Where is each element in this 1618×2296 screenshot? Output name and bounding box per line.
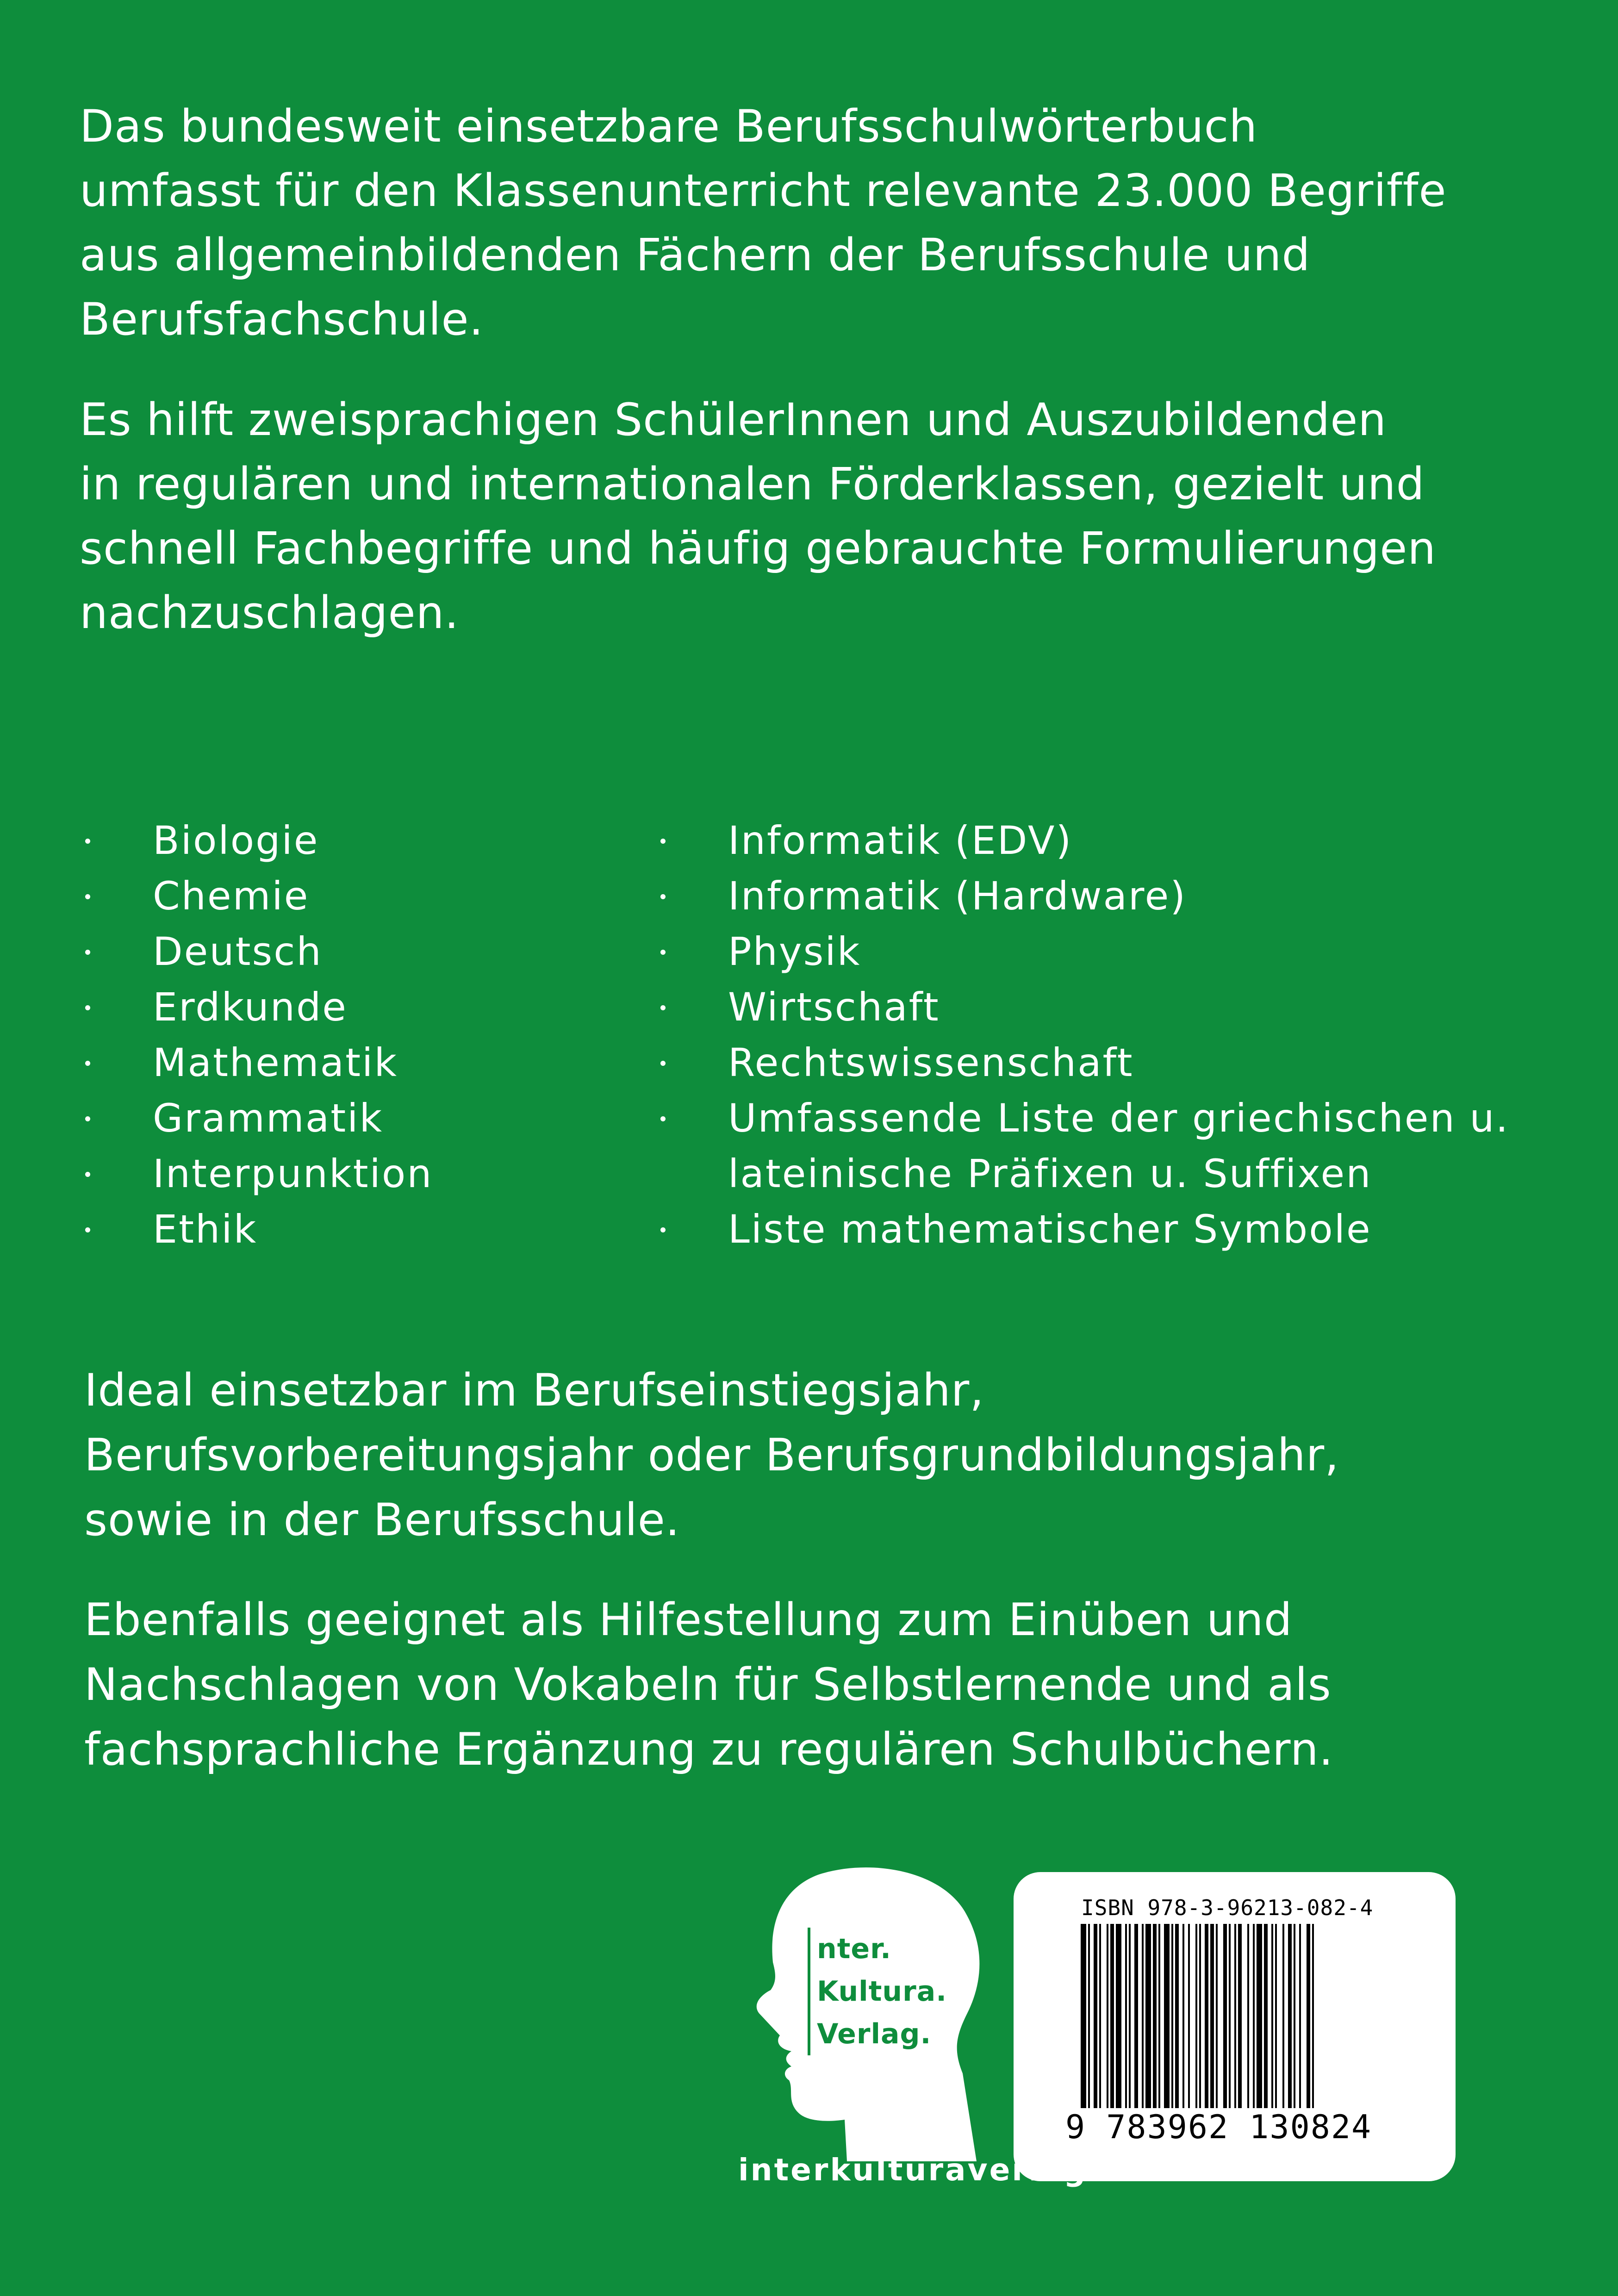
barcode-bar [1099,1924,1101,2114]
subject-item: Ethik [83,1201,616,1257]
usage-line: Ideal einsetzbar im Berufseinstiegsjahr, [84,1364,984,1416]
logo-line: Kultura. [817,1975,947,2008]
barcode-bar [1110,1924,1114,2114]
barcode-bar [1199,1924,1201,2114]
intro-line: umfasst für den Klassenunterricht relevante 23.000 Begriffe [80,165,1447,217]
barcode-bar [1238,1924,1242,2114]
barcode-bar [1142,1924,1144,2114]
logo-line: nter. [817,1933,891,1965]
barcode-bar [1210,1924,1214,2114]
additional-line: fachsprachliche Ergänzung zu regulären Schulbüchern. [84,1724,1334,1775]
subject-item: Biologie [83,813,616,868]
barcode-bar [1134,1924,1138,2114]
barcode-bar [1088,1924,1090,2114]
barcode-bar [1275,1924,1277,2114]
additional-paragraph [84,1587,1565,1782]
barcode-digits: 9 783962 130824 [1065,2108,1374,2146]
barcode-bar [1229,1924,1231,2114]
barcode-bar [1081,1924,1086,2114]
barcode-bar [1195,1924,1197,2114]
barcode-card [1014,1872,1456,2181]
barcode-bar [1271,1924,1273,2114]
publisher-website: interkulturaverlag.de [738,2152,1147,2188]
subject-item: Mathematik [83,1035,616,1090]
usage-line: Berufsvorbereitungsjahr oder Berufsgrundbildungsjahr, [84,1429,1339,1481]
subject-item: Informatik (EDV) [659,813,1584,868]
intro-line: aus allgemeinbildenden Fächern der Berufsschule und [80,229,1311,281]
barcode-bar [1294,1924,1295,2114]
subject-item: Physik [659,924,1584,979]
barcode-bar [1253,1924,1255,2114]
subject-item: Informatik (Hardware) [659,868,1584,924]
subject-list-right [659,813,1584,1257]
barcode-bar [1116,1924,1121,2114]
intro-line: Das bundesweit einsetzbare Berufsschulwörterbuch [80,100,1258,152]
purpose-line: in regulären und internationalen Förderklassen, gezielt und [80,458,1425,510]
barcode-bar [1164,1924,1170,2114]
additional-line: Nachschlagen von Vokabeln für Selbstlernende und als [84,1659,1332,1711]
purpose-line: schnell Fachbegriffe und häufig gebrauchte Formulierungen [80,523,1437,574]
publisher-logo-text [808,1928,947,2055]
barcode-bar [1205,1924,1208,2114]
barcode-bar [1264,1924,1268,2114]
barcode-bar [1188,1924,1190,2114]
barcode-bar [1307,1924,1310,2114]
subject-item: Grammatik [83,1090,616,1146]
barcode-bars [1081,1924,1405,2114]
purpose-paragraph [80,388,1561,645]
subject-item: Erdkunde [83,979,616,1035]
barcode-bar [1234,1924,1236,2114]
additional-line: Ebenfalls geeignet als Hilfestellung zum Einüben und [84,1594,1293,1646]
isbn-label: ISBN 978-3-96213-082-4 [1081,1895,1374,1920]
barcode-bar [1282,1924,1284,2114]
subject-item: Umfassende Liste der griechischen u. [659,1090,1584,1146]
barcode-bar [1129,1924,1131,2114]
barcode-bar [1257,1924,1262,2114]
intro-line: Berufsfachschule. [80,293,484,345]
barcode-bar [1094,1924,1097,2114]
usage-paragraph [84,1358,1565,1552]
subject-item-continuation: lateinische Präfixen u. Suffixen [728,1151,1372,1196]
subject-list-left [83,813,616,1257]
barcode-bar [1125,1924,1127,2114]
barcode-bar [1145,1924,1151,2114]
barcode-bar [1299,1924,1301,2114]
subject-item: Chemie [83,868,616,924]
barcode-bar [1288,1924,1292,2114]
barcode-bar [1153,1924,1157,2114]
barcode-bar [1216,1924,1218,2114]
subject-item: Interpunktion [83,1146,616,1201]
barcode-bar [1223,1924,1227,2114]
purpose-line: nachzuschlagen. [80,587,460,639]
barcode-bar [1247,1924,1249,2114]
purpose-line: Es hilft zweisprachigen SchülerInnen und Auszubildenden [80,394,1387,446]
usage-line: sowie in der Berufsschule. [84,1494,680,1546]
subject-item: Wirtschaft [659,979,1584,1035]
subject-item: Liste mathematischer Symbole [659,1201,1584,1257]
barcode-bar [1158,1924,1160,2114]
subject-item: Rechtswissenschaft [659,1035,1584,1090]
barcode-bar [1175,1924,1179,2114]
barcode-bar [1107,1924,1108,2114]
barcode-bar [1312,1924,1314,2114]
logo-line: Verlag. [817,2018,932,2050]
intro-paragraph [80,94,1561,352]
barcode-bar [1171,1924,1173,2114]
subject-item: Deutsch [83,924,616,979]
barcode-bar [1182,1924,1184,2114]
